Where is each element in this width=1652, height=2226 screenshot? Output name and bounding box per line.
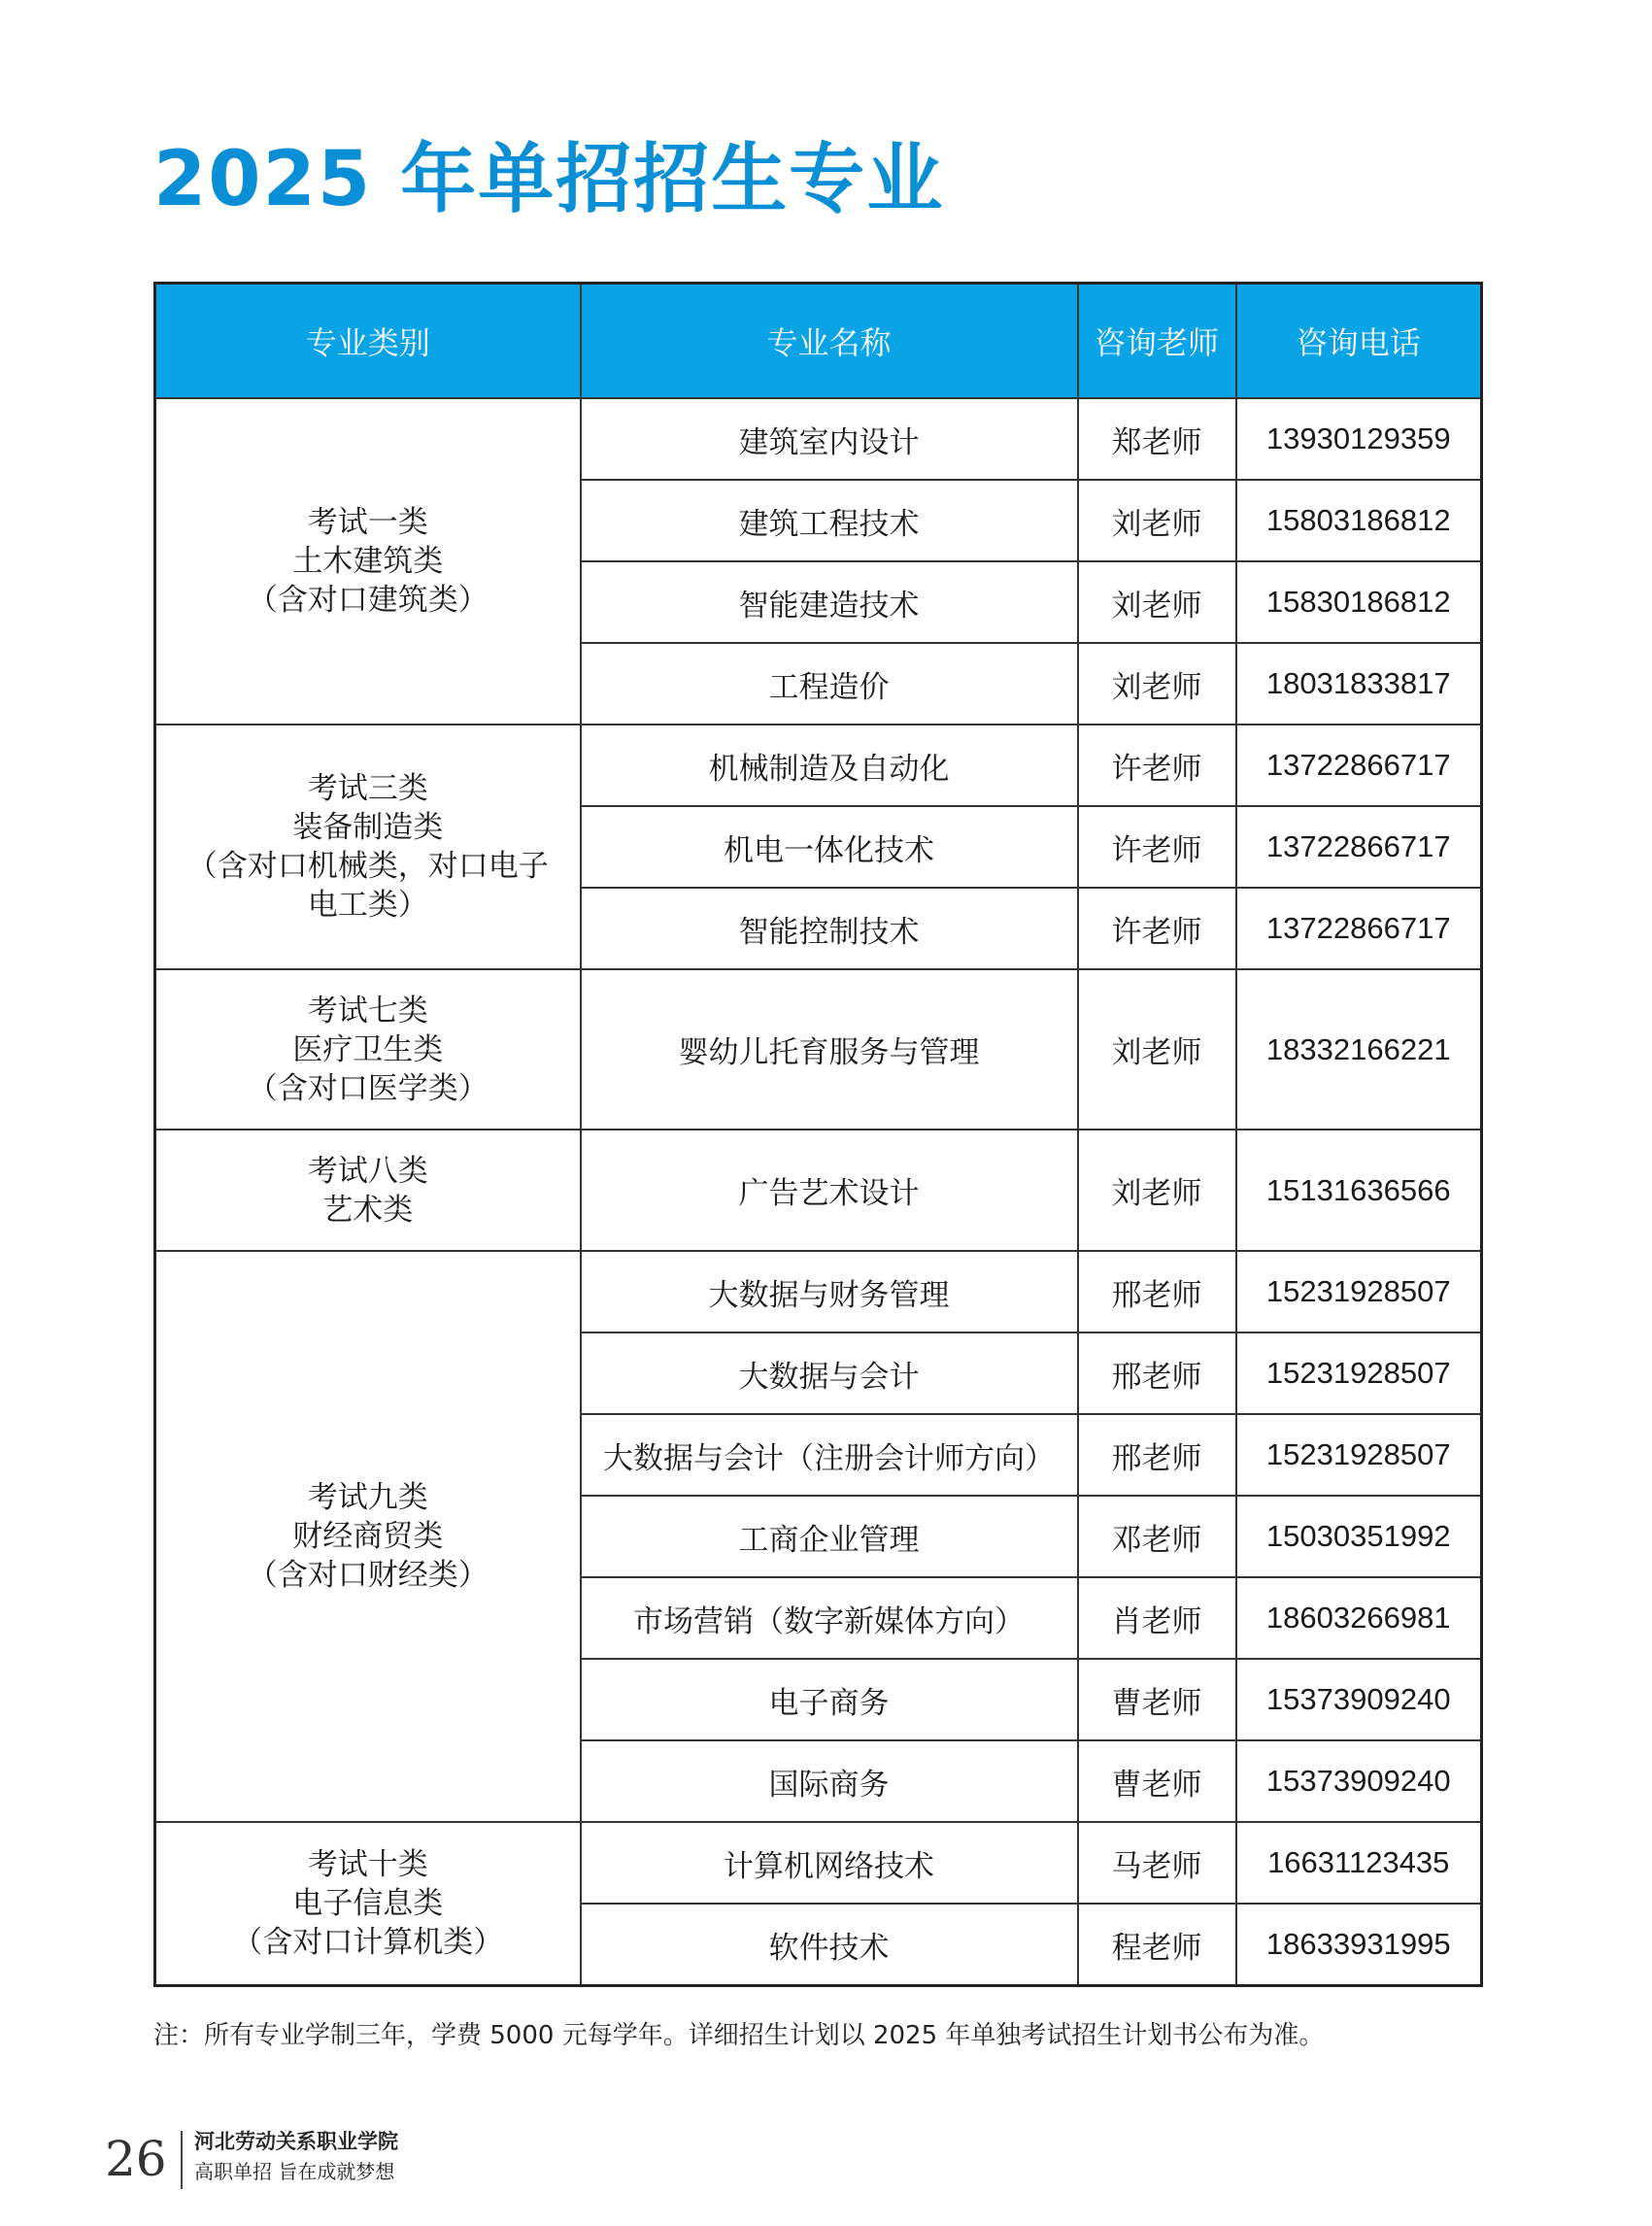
teacher-cell: 许老师 [1078,806,1236,888]
header-teacher: 咨询老师 [1078,284,1236,399]
teacher-cell: 程老师 [1078,1904,1236,1986]
major-cell: 国际商务 [581,1740,1078,1822]
category-line: 土木建筑类 [292,544,444,579]
table-row [155,969,1482,1130]
table-row [155,725,1482,806]
category-line: 医疗卫生类 [292,1031,444,1067]
category-line: 考试七类 [307,993,428,1029]
teacher-cell: 刘老师 [1078,969,1236,1130]
phone-cell: 15030351992 [1236,1496,1482,1577]
major-cell: 计算机网络技术 [581,1822,1078,1904]
phone-cell: 15373909240 [1236,1740,1482,1822]
school-slogan: 高职单招 旨在成就梦想 [194,2160,395,2183]
category-line: 考试三类 [307,771,428,806]
page-title: 2025 年单招招生专业 [153,136,945,223]
phone-cell: 15231928507 [1236,1251,1482,1332]
table-row [155,398,1482,480]
category-cell [155,1822,581,1986]
phone-cell: 13930129359 [1236,398,1482,480]
phone-cell: 18633931995 [1236,1904,1482,1986]
page-number: 26 [105,2131,167,2187]
major-cell: 建筑工程技术 [581,480,1078,561]
category-line: （含对口医学类） [247,1070,489,1106]
teacher-cell: 邢老师 [1078,1332,1236,1414]
category-line: （含对口财经类） [247,1558,489,1593]
major-cell: 工程造价 [581,643,1078,725]
major-cell: 建筑室内设计 [581,398,1078,480]
phone-cell: 15373909240 [1236,1659,1482,1740]
majors-table [153,282,1483,1987]
major-cell: 婴幼儿托育服务与管理 [581,969,1078,1130]
major-cell: 广告艺术设计 [581,1130,1078,1251]
phone-cell: 15803186812 [1236,480,1482,561]
major-cell: 智能建造技术 [581,561,1078,643]
teacher-cell: 刘老师 [1078,561,1236,643]
teacher-cell: 邢老师 [1078,1251,1236,1332]
table-row [155,1130,1482,1251]
header-major: 专业名称 [581,284,1078,399]
phone-cell: 13722866717 [1236,806,1482,888]
teacher-cell: 许老师 [1078,725,1236,806]
major-cell: 电子商务 [581,1659,1078,1740]
phone-cell: 18603266981 [1236,1577,1482,1659]
major-cell: 工商企业管理 [581,1496,1078,1577]
phone-cell: 13722866717 [1236,888,1482,969]
phone-cell: 15830186812 [1236,561,1482,643]
category-line: 装备制造类 [292,810,444,845]
category-line: （含对口机械类，对口电子 [186,849,549,884]
footnote: 注：所有专业学制三年，学费 5000 元每学年。详细招生计划以 2025 年单独考试招生计划书公布为准。 [153,2021,1325,2050]
category-line: 电工类） [307,888,428,923]
footer-divider [181,2131,183,2189]
teacher-cell: 刘老师 [1078,480,1236,561]
major-cell: 软件技术 [581,1904,1078,1986]
major-cell: 机电一体化技术 [581,806,1078,888]
table-row [155,1822,1482,1904]
major-cell: 市场营销（数字新媒体方向） [581,1577,1078,1659]
category-cell [155,1130,581,1251]
teacher-cell: 曹老师 [1078,1740,1236,1822]
category-line: 考试八类 [307,1153,428,1189]
category-cell [155,1251,581,1822]
category-cell [155,398,581,725]
phone-cell: 15131636566 [1236,1130,1482,1251]
teacher-cell: 刘老师 [1078,1130,1236,1251]
category-line: 考试十类 [307,1847,428,1882]
table-body [155,398,1482,1986]
teacher-cell: 邓老师 [1078,1496,1236,1577]
category-line: 考试九类 [307,1480,428,1515]
major-cell: 大数据与会计（注册会计师方向） [581,1414,1078,1496]
table-row [155,1251,1482,1332]
teacher-cell: 马老师 [1078,1822,1236,1904]
category-cell [155,969,581,1130]
category-line: （含对口计算机类） [232,1925,504,1960]
major-cell: 大数据与会计 [581,1332,1078,1414]
category-line: 艺术类 [322,1192,414,1228]
category-line: 考试一类 [307,505,428,540]
category-line: （含对口建筑类） [247,583,489,618]
phone-cell: 15231928507 [1236,1414,1482,1496]
major-cell: 机械制造及自动化 [581,725,1078,806]
phone-cell: 15231928507 [1236,1332,1482,1414]
category-line: 财经商贸类 [292,1519,444,1554]
teacher-cell: 肖老师 [1078,1577,1236,1659]
table-header-row [155,284,1482,399]
school-name: 河北劳动关系职业学院 [194,2130,398,2153]
major-cell: 智能控制技术 [581,888,1078,969]
phone-cell: 18332166221 [1236,969,1482,1130]
phone-cell: 16631123435 [1236,1822,1482,1904]
teacher-cell: 刘老师 [1078,643,1236,725]
phone-cell: 13722866717 [1236,725,1482,806]
teacher-cell: 曹老师 [1078,1659,1236,1740]
teacher-cell: 邢老师 [1078,1414,1236,1496]
major-cell: 大数据与财务管理 [581,1251,1078,1332]
category-line: 电子信息类 [292,1886,444,1921]
teacher-cell: 许老师 [1078,888,1236,969]
phone-cell: 18031833817 [1236,643,1482,725]
header-phone: 咨询电话 [1236,284,1482,399]
teacher-cell: 郑老师 [1078,398,1236,480]
category-cell [155,725,581,969]
header-category: 专业类别 [155,284,581,399]
